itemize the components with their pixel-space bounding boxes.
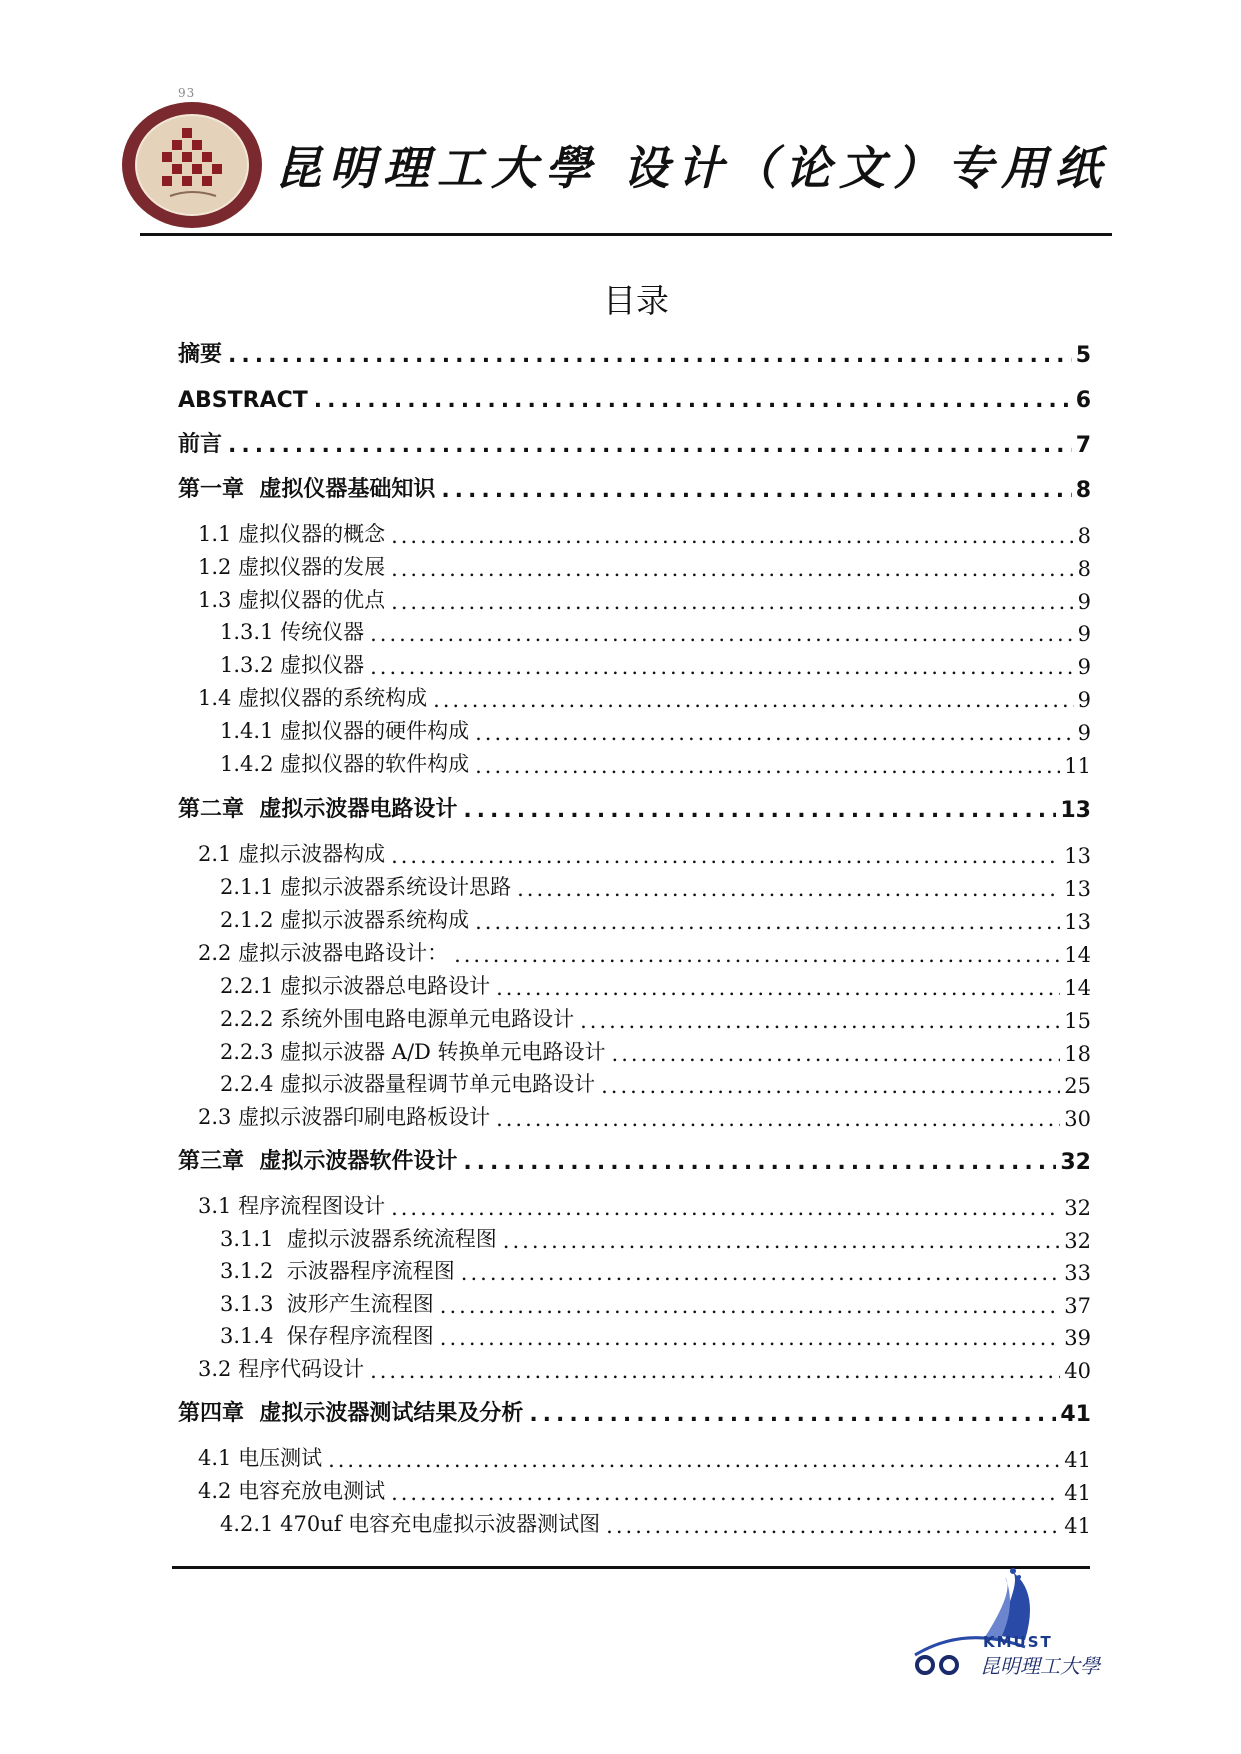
dot-leader [370, 655, 1074, 679]
toc-entry-page: 39 [1064, 1326, 1091, 1350]
toc-entry-page: 13 [1064, 877, 1091, 901]
toc-entry[interactable] [178, 469, 1091, 503]
toc-entry-page: 7 [1075, 433, 1091, 458]
toc-entry-label: 4.1 电压测试 [198, 1446, 323, 1470]
toc-entry-label: 摘要 [178, 342, 223, 367]
toc-entry[interactable] [220, 867, 1091, 901]
dot-leader [391, 1481, 1060, 1505]
toc-entry[interactable] [198, 514, 1091, 548]
toc-entry-page: 25 [1064, 1074, 1091, 1098]
toc-entry[interactable] [178, 1141, 1091, 1175]
kmust-logo-cn: 昆明理工大學 [980, 1654, 1100, 1678]
toc-entry[interactable] [220, 1064, 1091, 1098]
toc-entry[interactable] [198, 933, 1091, 967]
dot-leader [529, 1403, 1056, 1427]
toc-entry[interactable] [198, 547, 1091, 581]
toc-entry-page: 41 [1064, 1448, 1091, 1472]
toc-entry-label: 第二章 虚拟示波器电路设计 [178, 797, 458, 822]
toc-entry[interactable] [220, 1504, 1091, 1538]
dot-leader [475, 910, 1060, 934]
toc-entry[interactable] [178, 1393, 1091, 1427]
toc-entry-label: 2.1.1 虚拟示波器系统设计思路 [220, 875, 512, 899]
toc-entry-page: 8 [1077, 524, 1091, 548]
dot-leader [314, 389, 1072, 413]
dot-leader [580, 1009, 1060, 1033]
dot-leader [440, 1326, 1060, 1350]
toc-entry-label: 4.2.1 470uf 电容充电虚拟示波器测试图 [220, 1512, 601, 1536]
toc-entry-label: 1.3.2 虚拟仪器 [220, 653, 365, 677]
dot-leader [440, 1294, 1060, 1318]
toc-entry[interactable] [198, 678, 1091, 712]
toc-entry-page: 11 [1064, 754, 1091, 778]
dot-leader [606, 1514, 1060, 1538]
toc-entry-label: 3.1 程序流程图设计 [198, 1194, 386, 1218]
toc-entry[interactable] [198, 580, 1091, 614]
toc-entry[interactable] [178, 379, 1091, 413]
toc-entry-page: 9 [1077, 721, 1091, 745]
header-rule [140, 233, 1112, 236]
toc-entry[interactable] [220, 645, 1091, 679]
toc-entry[interactable] [198, 1438, 1091, 1472]
toc-entry-label: 3.1.2 示波器程序流程图 [220, 1259, 455, 1283]
toc-entry-label: 3.2 程序代码设计 [198, 1357, 365, 1381]
toc-entry-page: 41 [1064, 1514, 1091, 1538]
toc-entry-page: 33 [1064, 1261, 1091, 1285]
toc-entry-page: 8 [1075, 478, 1091, 503]
dot-leader [370, 622, 1074, 646]
toc-entry-page: 32 [1064, 1229, 1091, 1253]
toc-entry[interactable] [220, 1316, 1091, 1350]
toc-entry[interactable] [220, 1032, 1091, 1066]
toc-entry[interactable] [220, 999, 1091, 1033]
toc-entry[interactable] [220, 966, 1091, 1000]
toc-entry-page: 6 [1075, 388, 1091, 413]
toc-entry-label: 4.2 电容充放电测试 [198, 1479, 386, 1503]
toc-entry-label: 1.3.1 传统仪器 [220, 620, 365, 644]
dot-leader [391, 1196, 1060, 1220]
toc-entry[interactable] [220, 1284, 1091, 1318]
dot-leader [228, 434, 1072, 458]
toc-entry-page: 41 [1060, 1402, 1091, 1427]
toc-entry-label: 2.2.3 虚拟示波器 A/D 转换单元电路设计 [220, 1040, 606, 1064]
toc-entry-label: 2.1 虚拟示波器构成 [198, 842, 386, 866]
toc-entry-label: 2.2.1 虚拟示波器总电路设计 [220, 974, 491, 998]
toc-entry-label: 3.1.4 保存程序流程图 [220, 1324, 434, 1348]
toc-entry-label: 1.4.2 虚拟仪器的软件构成 [220, 752, 470, 776]
toc-entry-label: 3.1.3 波形产生流程图 [220, 1292, 434, 1316]
toc-entry-label: 第一章 虚拟仪器基础知识 [178, 477, 436, 502]
toc-entry[interactable] [178, 334, 1091, 368]
toc-entry-label: 2.2 虚拟示波器电路设计： [198, 941, 449, 965]
dot-leader [454, 943, 1060, 967]
dot-leader [496, 1107, 1060, 1131]
toc-entry[interactable] [198, 834, 1091, 868]
dot-leader [433, 688, 1074, 712]
dot-leader [612, 1042, 1061, 1066]
toc-entry-page: 9 [1077, 688, 1091, 712]
toc-entry-label: ABSTRACT [178, 388, 308, 413]
toc-entry-label: 1.3 虚拟仪器的优点 [198, 588, 386, 612]
dot-leader [391, 844, 1060, 868]
header-title: 昆明理工大學 设计（论文）专用纸 [275, 141, 1110, 195]
kmust-logo-text: KMUST [983, 1633, 1053, 1651]
toc-entry-page: 9 [1077, 590, 1091, 614]
toc-entry-page: 32 [1064, 1196, 1091, 1220]
dot-leader [463, 799, 1056, 823]
toc-entry[interactable] [178, 789, 1091, 823]
toc-entry-page: 14 [1064, 976, 1091, 1000]
toc-entry-page: 30 [1064, 1107, 1091, 1131]
toc-entry[interactable] [220, 711, 1091, 745]
dot-leader [370, 1359, 1060, 1383]
page-mark: 93 [178, 86, 196, 100]
dot-leader [496, 976, 1060, 1000]
toc-entry-page: 5 [1075, 343, 1091, 368]
toc-entry-page: 9 [1077, 622, 1091, 646]
toc-entry[interactable] [220, 900, 1091, 934]
toc-entry[interactable] [178, 424, 1091, 458]
dot-leader [228, 344, 1072, 368]
toc-entry[interactable] [220, 1251, 1091, 1285]
dot-leader [461, 1261, 1060, 1285]
dot-leader [328, 1448, 1060, 1472]
toc-entry-label: 前言 [178, 432, 223, 457]
dot-leader [475, 721, 1074, 745]
toc-entry-label: 1.4.1 虚拟仪器的硬件构成 [220, 719, 470, 743]
toc-entry-page: 40 [1064, 1359, 1091, 1383]
toc-entry-label: 1.4 虚拟仪器的系统构成 [198, 686, 428, 710]
toc-entry-page: 13 [1064, 844, 1091, 868]
toc-title: 目录 [603, 281, 669, 320]
dot-leader [391, 524, 1074, 548]
toc-entry-page: 18 [1064, 1042, 1091, 1066]
dot-leader [601, 1074, 1060, 1098]
toc-entry-label: 2.2.2 系统外围电路电源单元电路设计 [220, 1007, 575, 1031]
toc-entry-label: 2.1.2 虚拟示波器系统构成 [220, 908, 470, 932]
toc-entry-label: 第三章 虚拟示波器软件设计 [178, 1149, 458, 1174]
dot-leader [463, 1151, 1056, 1175]
dot-leader [441, 479, 1071, 503]
toc-entry-label: 2.3 虚拟示波器印刷电路板设计 [198, 1105, 491, 1129]
toc-entry-label: 3.1.1 虚拟示波器系统流程图 [220, 1227, 497, 1251]
university-seal-logo [120, 100, 265, 230]
toc-entry-page: 13 [1060, 798, 1091, 823]
toc-entry[interactable] [220, 612, 1091, 646]
dot-leader [475, 754, 1060, 778]
toc-entry[interactable] [198, 1097, 1091, 1131]
toc-entry-label: 2.2.4 虚拟示波器量程调节单元电路设计 [220, 1072, 596, 1096]
dot-leader [391, 590, 1074, 614]
toc-entry[interactable] [198, 1349, 1091, 1383]
dot-leader [503, 1229, 1060, 1253]
toc-entry[interactable] [220, 1219, 1091, 1253]
toc-entry-label: 1.1 虚拟仪器的概念 [198, 522, 386, 546]
toc-entry-page: 32 [1060, 1150, 1091, 1175]
toc-entry[interactable] [220, 744, 1091, 778]
toc-entry[interactable] [198, 1186, 1091, 1220]
toc-entry-page: 37 [1064, 1294, 1091, 1318]
toc-entry[interactable] [198, 1471, 1091, 1505]
dot-leader [391, 557, 1074, 581]
toc-entry-page: 9 [1077, 655, 1091, 679]
toc-entry-page: 14 [1064, 943, 1091, 967]
toc-entry-page: 41 [1064, 1481, 1091, 1505]
toc-entry-label: 1.2 虚拟仪器的发展 [198, 555, 386, 579]
toc-entry-page: 13 [1064, 910, 1091, 934]
toc-entry-page: 15 [1064, 1009, 1091, 1033]
toc-entry-page: 8 [1077, 557, 1091, 581]
dot-leader [517, 877, 1060, 901]
toc-entry-label: 第四章 虚拟示波器测试结果及分析 [178, 1401, 524, 1426]
